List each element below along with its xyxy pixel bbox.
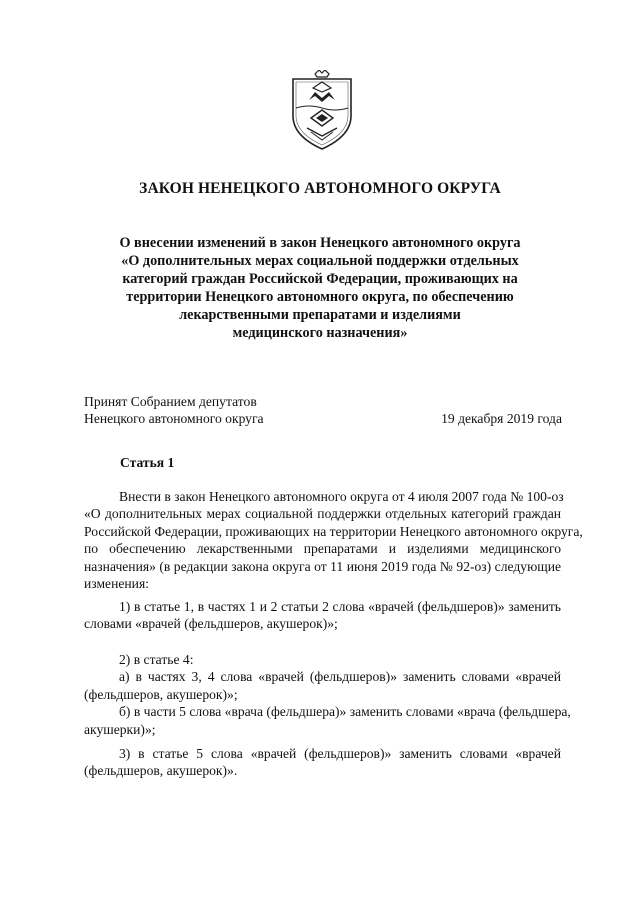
law-title: ЗАКОН НЕНЕЦКОГО АВТОНОМНОГО ОКРУГА xyxy=(139,180,501,197)
paragraph-line: изменения: xyxy=(84,576,149,592)
adoption-date: 19 декабря 2019 года xyxy=(441,411,562,426)
paragraph-line: а) в частях 3, 4 слова «врачей (фельдшеров)» заменить словами «врачей xyxy=(119,669,561,685)
paragraph-line: по обеспечению лекарственными препаратами и изделиями медицинского xyxy=(84,541,561,557)
subject-line: «О дополнительных мерах социальной поддержки отдельных xyxy=(121,253,519,269)
adoption-line: Принят Собранием депутатов xyxy=(84,394,257,409)
subject-line: лекарственными препаратами и изделиями xyxy=(179,307,461,323)
law-subject xyxy=(90,234,550,342)
amendment-item-3 xyxy=(84,745,561,780)
article-heading: Статья 1 xyxy=(120,455,175,470)
subject-line: категорий граждан Российской Федерации, проживающих на xyxy=(122,271,518,287)
paragraph-line: (фельдшеров, акушерок)». xyxy=(84,763,238,779)
paragraph-line: Российской Федерации, проживающих на территории Ненецкого автономного округа, xyxy=(84,523,583,539)
paragraph-line: б) в части 5 слова «врача (фельдшера)» заменить словами «врача (фельдшера, xyxy=(119,704,571,720)
adoption-line: Ненецкого автономного округа xyxy=(84,411,264,426)
adoption-statement xyxy=(84,393,264,427)
paragraph-line: назначения» (в редакции закона округа от 11 июня 2019 года № 92-оз) следующие xyxy=(84,558,561,574)
amendment-item-2 xyxy=(84,651,571,738)
amendment-item-1 xyxy=(84,598,561,633)
item-heading: 2) в статье 4: xyxy=(119,652,194,667)
intro-paragraph xyxy=(84,488,583,592)
subject-line: территории Ненецкого автономного округа, по обеспечению xyxy=(126,289,514,305)
subject-line: О внесении изменений в закон Ненецкого автономного округа xyxy=(119,235,521,251)
paragraph-line: (фельдшеров, акушерок)»; xyxy=(84,686,238,702)
paragraph-line: 1) в статье 1, в частях 1 и 2 статьи 2 слова «врачей (фельдшеров)» заменить xyxy=(119,599,561,614)
paragraph-line: 3) в статье 5 слова «врачей (фельдшеров)» заменить словами «врачей xyxy=(119,746,561,761)
paragraph-line: словами «врачей (фельдшеров, акушерок)»; xyxy=(84,616,338,632)
paragraph-line: Внести в закон Ненецкого автономного округа от 4 июля 2007 года № 100-оз xyxy=(119,489,564,504)
subject-line: медицинского назначения» xyxy=(232,325,408,341)
paragraph-line: акушерки)»; xyxy=(84,721,156,737)
paragraph-line: «О дополнительных мерах социальной поддержки отдельных категорий граждан xyxy=(84,506,561,522)
coat-of-arms-emblem xyxy=(289,70,355,152)
